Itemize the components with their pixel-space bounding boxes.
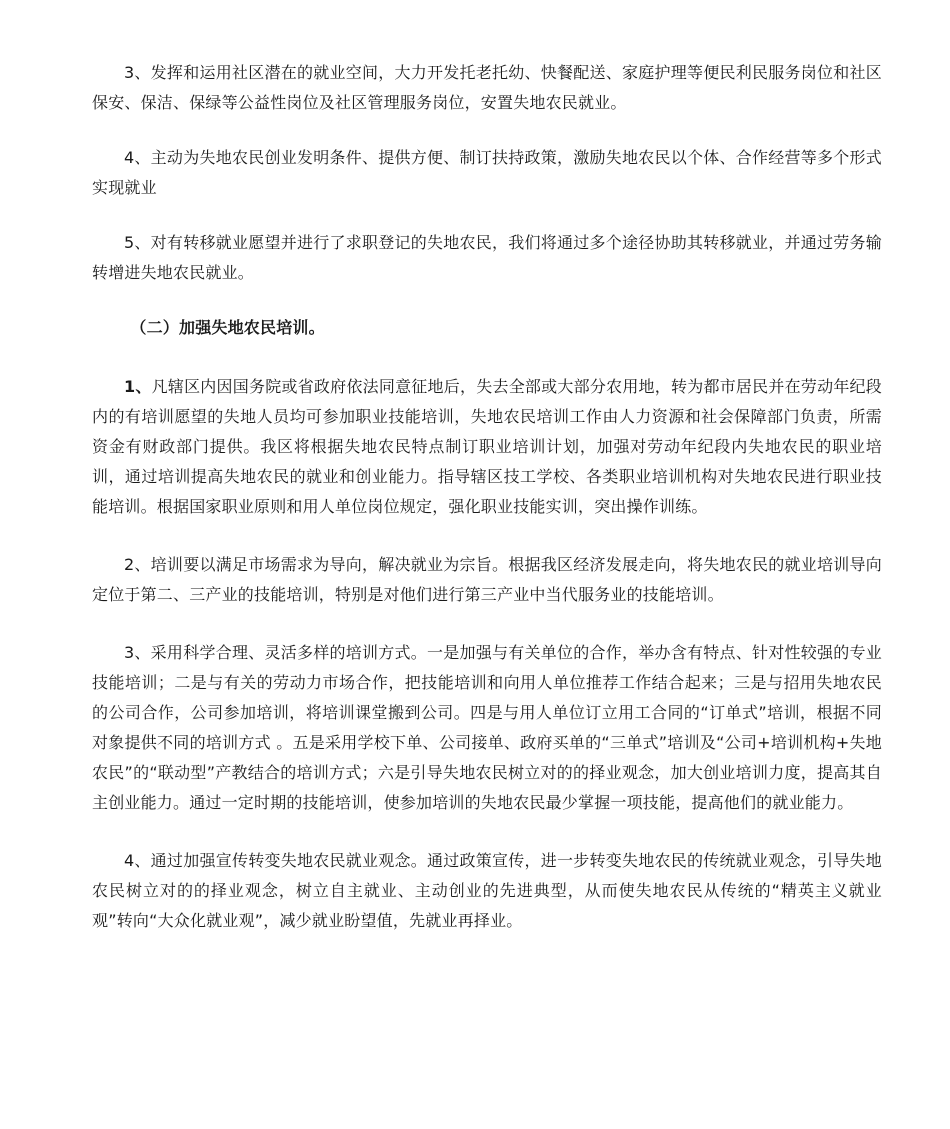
training-paragraph-1-text: 凡辖区内因国务院或省政府依法同意征地后，失去全部或大部分农用地，转为都市居民并在劳动年纪段内的有培训愿望的失地人员均可参加职业技能培训，失地农民培训工作由人力资源和社会保障部门负责，所需资金有财政部门提供。我区将根据失地农民特点制订职业培训计划，加强对劳动年纪段内失地农民的职业培训，通过培训提高失地农民的就业和创业能力。指导辖区技工学校、各类职业培训机构对失地农民进行职业技能培训。根据国家职业原则和用人单位岗位规定，强化职业技能实训，突出操作训练。 <box>92 377 882 516</box>
training-paragraph-3: 3、采用科学合理、灵活多样的培训方式。一是加强与有关单位的合作，举办含有特点、针对性较强的专业技能培训；二是与有关的劳动力市场合作，把技能培训和向用人单位推荐工作结合起来；三是与招用失地农民的公司合作，公司参加培训，将培训课堂搬到公司。四是与用人单位订立用工合同的“订单式”培训，根据不同对象提供不同的培训方式 。五是采用学校下单、公司接单、政府买单的“三单式”培训及“公司+培训机构+失地农民”的“联动型”产教结合的培训方式；六是引导失地农民树立对的的择业观念，加大创业培训力度，提高其自主创业能力。通过一定时期的技能培训，使参加培训的失地农民最少掌握一项技能，提高他们的就业能力。 <box>92 643 882 812</box>
training-paragraph-1-number: 1、 <box>124 377 152 396</box>
training-paragraph-2: 2、培训要以满足市场需求为导向，解决就业为宗旨。根据我区经济发展走向，将失地农民的就业培训导向定位于第二、三产业的技能培训，特别是对他们进行第三产业中当代服务业的技能培训。 <box>92 555 882 604</box>
document-body <box>92 58 882 936</box>
paragraph-3: 3、发挥和运用社区潜在的就业空间，大力开发托老托幼、快餐配送、家庭护理等便民利民服务岗位和社区保安、保洁、保绿等公益性岗位及社区管理服务岗位，安置失地农民就业。 <box>92 63 882 112</box>
training-paragraph-1 <box>92 372 882 522</box>
training-paragraph-4: 4、通过加强宣传转变失地农民就业观念。通过政策宣传，进一步转变失地农民的传统就业观念，引导失地农民树立对的的择业观念，树立自主就业、主动创业的先进典型，从而使失地农民从传统的“精英主义就业观”转向“大众化就业观”，减少就业盼望值，先就业再择业。 <box>92 851 882 930</box>
paragraph-4: 4、主动为失地农民创业发明条件、提供方便、制订扶持政策，激励失地农民以个体、合作经营等多个形式实现就业 <box>92 148 882 197</box>
paragraph-5: 5、对有转移就业愿望并进行了求职登记的失地农民，我们将通过多个途径协助其转移就业，并通过劳务输转增进失地农民就业。 <box>92 233 882 282</box>
section-heading: （二）加强失地农民培训。 <box>130 318 325 337</box>
